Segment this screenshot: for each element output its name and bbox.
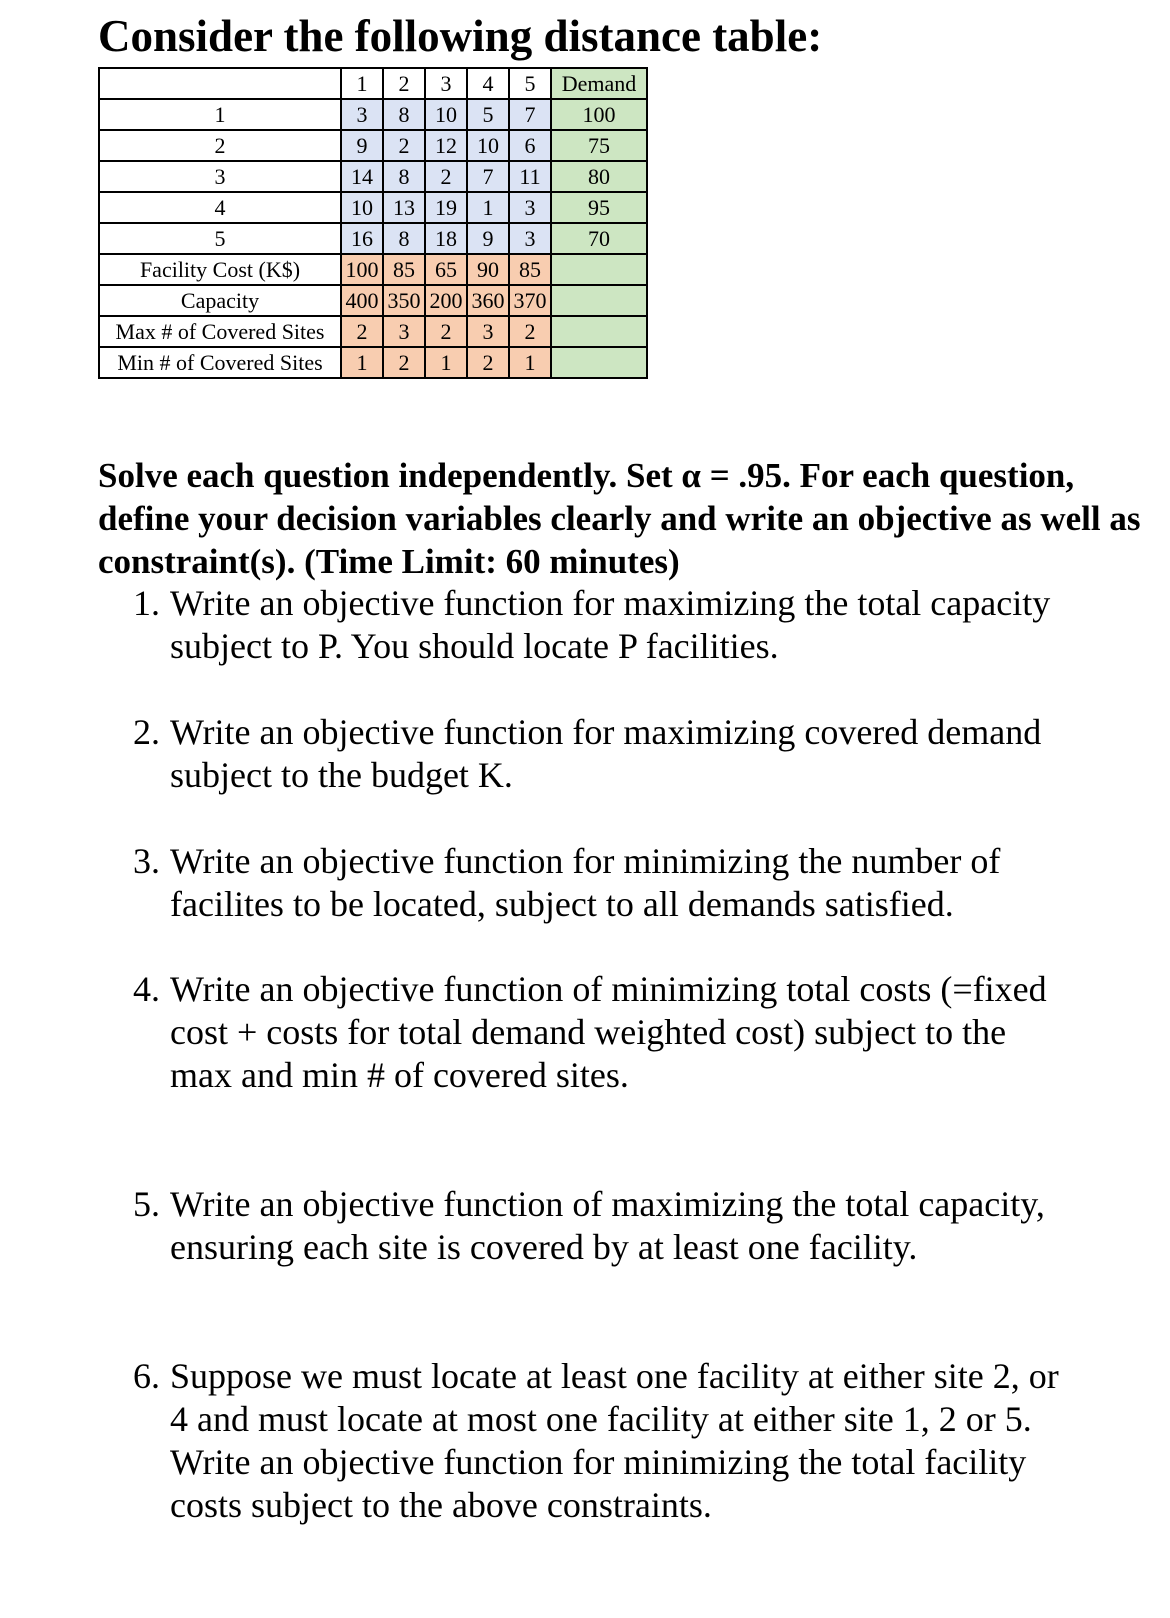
capacity-cell: 200 (425, 285, 467, 316)
header-cell: Demand (551, 68, 647, 99)
facility-cost-cell: 65 (425, 254, 467, 285)
max-covered-cell: 2 (509, 316, 551, 347)
header-cell: 3 (425, 68, 467, 99)
demand-cell: 70 (551, 223, 647, 254)
distance-cell: 19 (425, 192, 467, 223)
header-cell (99, 68, 341, 99)
question-number: 5. (133, 1184, 160, 1224)
row-label: Max # of Covered Sites (99, 316, 341, 347)
header-cell: 4 (467, 68, 509, 99)
distance-cell: 5 (467, 99, 509, 130)
distance-cell: 3 (509, 192, 551, 223)
demand-cell: 100 (551, 99, 647, 130)
question-item (133, 1183, 1063, 1269)
distance-cell: 2 (383, 130, 425, 161)
question-text: Write an objective function for minimizing the number of facilites to be located, subject to all demands satisfied. (170, 841, 1001, 924)
table-row (99, 192, 647, 223)
question-item (133, 711, 1063, 797)
question-number: 6. (133, 1356, 160, 1396)
question-number: 2. (133, 712, 160, 752)
question-text: Write an objective function of minimizing total costs (=fixed cost + costs for total demand weighted cost) subject to the max and min # of covered sites. (170, 969, 1047, 1095)
distance-cell: 16 (341, 223, 383, 254)
distance-cell: 6 (509, 130, 551, 161)
table-row (99, 223, 647, 254)
facility-cost-cell: 85 (509, 254, 551, 285)
row-label: 1 (99, 99, 341, 130)
distance-cell: 7 (509, 99, 551, 130)
max-covered-cell: 3 (467, 316, 509, 347)
question-text: Write an objective function of maximizing the total capacity, ensuring each site is covered by at least one facility. (170, 1184, 1045, 1267)
facility-cost-cell: 100 (341, 254, 383, 285)
header-cell: 2 (383, 68, 425, 99)
distance-cell: 14 (341, 161, 383, 192)
demand-cell: 80 (551, 161, 647, 192)
question-number: 3. (133, 841, 160, 881)
capacity-cell: 370 (509, 285, 551, 316)
question-item (133, 840, 1063, 926)
question-number: 1. (133, 583, 160, 623)
empty-demand-cell (551, 316, 647, 347)
instructions-text: Solve each question independently. Set α = .95. For each question, define your decision variables clearly and write an objective as well as constraint(s). (Time Limit: 60 minutes) (98, 456, 1141, 581)
facility-cost-cell: 85 (383, 254, 425, 285)
max-covered-cell: 2 (425, 316, 467, 347)
min-covered-cell: 1 (341, 347, 383, 378)
row-label: 2 (99, 130, 341, 161)
max-covered-cell: 2 (341, 316, 383, 347)
table-row (99, 99, 647, 130)
question-text: Write an objective function for maximizing covered demand subject to the budget K. (170, 712, 1042, 795)
distance-cell: 1 (467, 192, 509, 223)
distance-cell: 10 (467, 130, 509, 161)
header-cell: 1 (341, 68, 383, 99)
page-title: Consider the following distance table: (98, 11, 823, 61)
facility-cost-cell: 90 (467, 254, 509, 285)
row-label: 3 (99, 161, 341, 192)
table-header-row (99, 68, 647, 99)
distance-cell: 11 (509, 161, 551, 192)
header-cell: 5 (509, 68, 551, 99)
distance-cell: 13 (383, 192, 425, 223)
distance-cell: 8 (383, 223, 425, 254)
distance-cell: 3 (341, 99, 383, 130)
table-row (99, 130, 647, 161)
row-label: Capacity (99, 285, 341, 316)
min-covered-row (99, 347, 647, 378)
min-covered-cell: 1 (509, 347, 551, 378)
row-label: Facility Cost (K$) (99, 254, 341, 285)
distance-table (98, 67, 648, 379)
question-text: Suppose we must locate at least one facility at either site 2, or 4 and must locate at most one facility at either site 1, 2 or 5. Write an objective function for minimizing the total facility costs subject to the above constraints. (170, 1356, 1059, 1525)
distance-cell: 10 (341, 192, 383, 223)
max-covered-row (99, 316, 647, 347)
empty-demand-cell (551, 285, 647, 316)
demand-cell: 95 (551, 192, 647, 223)
row-label: 5 (99, 223, 341, 254)
distance-cell: 7 (467, 161, 509, 192)
row-label: Min # of Covered Sites (99, 347, 341, 378)
question-text: Write an objective function for maximizing the total capacity subject to P. You should locate P facilities. (170, 583, 1051, 666)
question-number: 4. (133, 969, 160, 1009)
demand-cell: 75 (551, 130, 647, 161)
min-covered-cell: 1 (425, 347, 467, 378)
distance-cell: 2 (425, 161, 467, 192)
distance-cell: 8 (383, 161, 425, 192)
table-row (99, 161, 647, 192)
capacity-cell: 400 (341, 285, 383, 316)
distance-cell: 18 (425, 223, 467, 254)
distance-cell: 12 (425, 130, 467, 161)
min-covered-cell: 2 (467, 347, 509, 378)
capacity-cell: 360 (467, 285, 509, 316)
distance-cell: 3 (509, 223, 551, 254)
empty-demand-cell (551, 254, 647, 285)
distance-cell: 9 (467, 223, 509, 254)
distance-cell: 9 (341, 130, 383, 161)
question-item (133, 968, 1063, 1097)
empty-demand-cell (551, 347, 647, 378)
min-covered-cell: 2 (383, 347, 425, 378)
question-item (133, 1355, 1063, 1527)
row-label: 4 (99, 192, 341, 223)
question-item (133, 582, 1063, 668)
capacity-row (99, 285, 647, 316)
max-covered-cell: 3 (383, 316, 425, 347)
facility-cost-row (99, 254, 647, 285)
distance-cell: 8 (383, 99, 425, 130)
distance-cell: 10 (425, 99, 467, 130)
capacity-cell: 350 (383, 285, 425, 316)
